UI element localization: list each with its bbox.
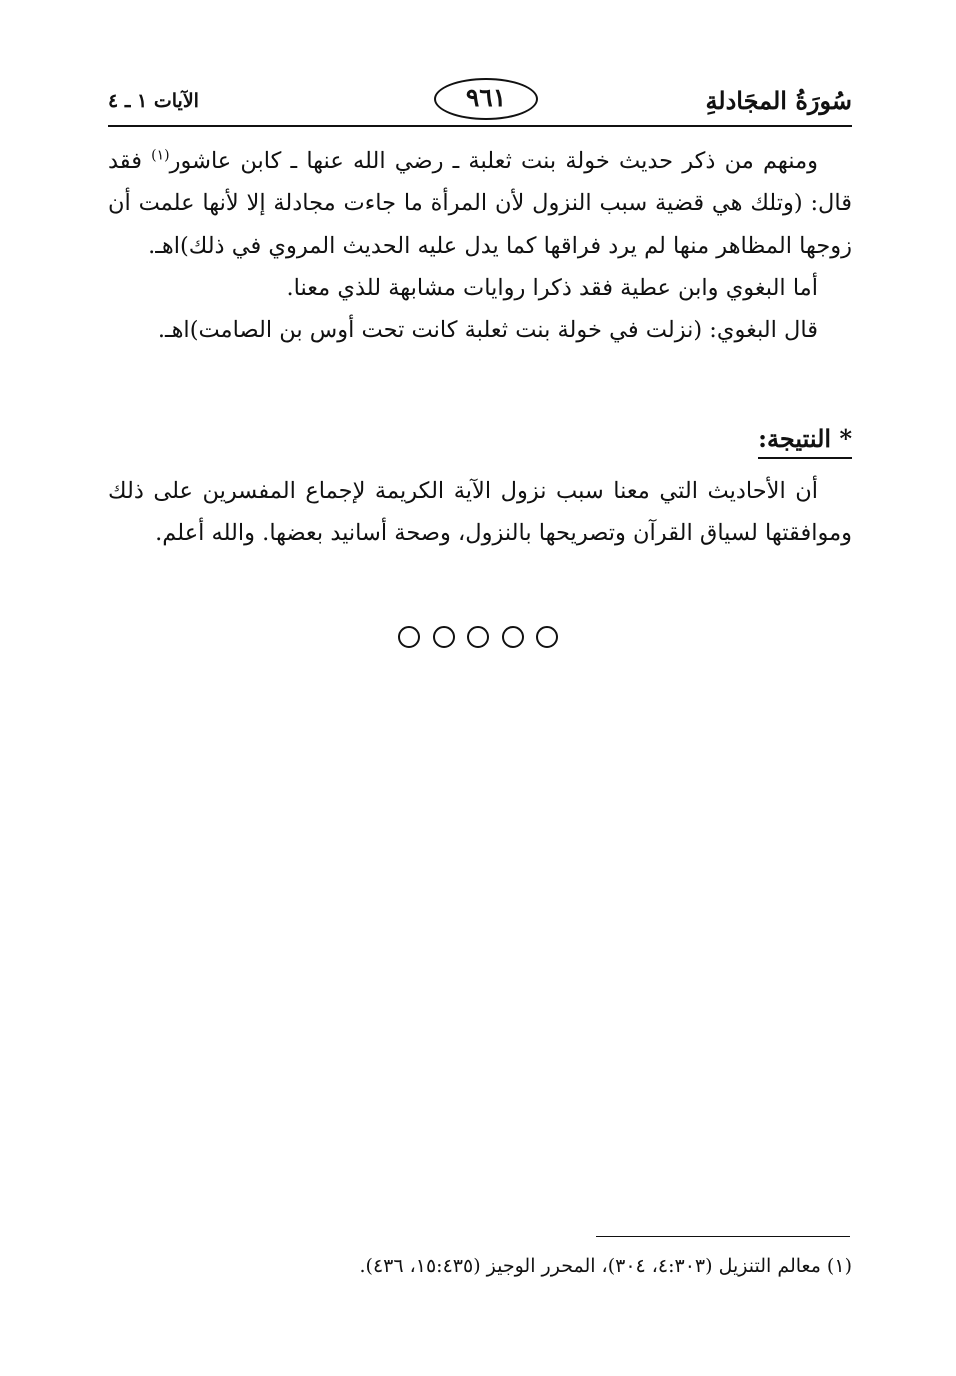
paragraph-text: فقد قال: (وتلك هي قضية سبب النزول لأن المرأة ما جاءت مجادلة إلا لأنها علمت أن زوجها المظاهر منها لم يرد فراقها كما يدل عليه الحديث المروي في ذلك)اهـ.	[108, 148, 852, 259]
footnote: (١) معالم التنزيل (٤:٣٠٣، ٣٠٤)، المحرر الوجيز (١٥:٤٣٥، ٤٣٦).	[359, 1255, 852, 1277]
ornament-circle	[467, 626, 489, 648]
paragraph-baghawi-quote: قال البغوي: (نزلت في خولة بنت ثعلبة كانت تحت أوس بن الصامت)اهـ.	[157, 317, 818, 344]
ornament-circle	[536, 626, 558, 648]
paragraph-baghawi-ibn-atiyya: أما البغوي وابن عطية فقد ذكرا روايات مشابهة للذي معنا.	[286, 274, 818, 301]
section-ornament	[398, 626, 558, 650]
surah-name: سُورَةُ المجَادلةِ	[705, 86, 852, 115]
footnote-divider	[596, 1236, 850, 1237]
paragraph-text: ومنهم من ذكر حديث خولة بنت ثعلبة ـ رضي الله عنها ـ كابن عاشور	[169, 148, 818, 174]
ornament-circle	[502, 626, 524, 648]
header-divider	[108, 125, 852, 127]
page-number: ٩٦١	[434, 78, 538, 120]
result-paragraph: أن الأحاديث التي معنا سبب نزول الآية الكريمة لإجماع المفسرين على ذلك وموافقتها لسياق القرآن وتصريحها بالنزول، وصحة أسانيد بعضها. والله أعلم.	[108, 478, 852, 546]
paragraph-ibn-ashur	[108, 140, 852, 267]
ornament-circle	[433, 626, 455, 648]
main-text	[108, 140, 852, 351]
ayat-range: الآيات ١ ـ ٤	[108, 90, 199, 112]
ornament-circle	[398, 626, 420, 648]
result-heading: * النتيجة:	[758, 424, 852, 459]
result-section	[108, 470, 852, 554]
footnote-reference: (١)	[151, 147, 170, 164]
page-header	[108, 78, 852, 126]
